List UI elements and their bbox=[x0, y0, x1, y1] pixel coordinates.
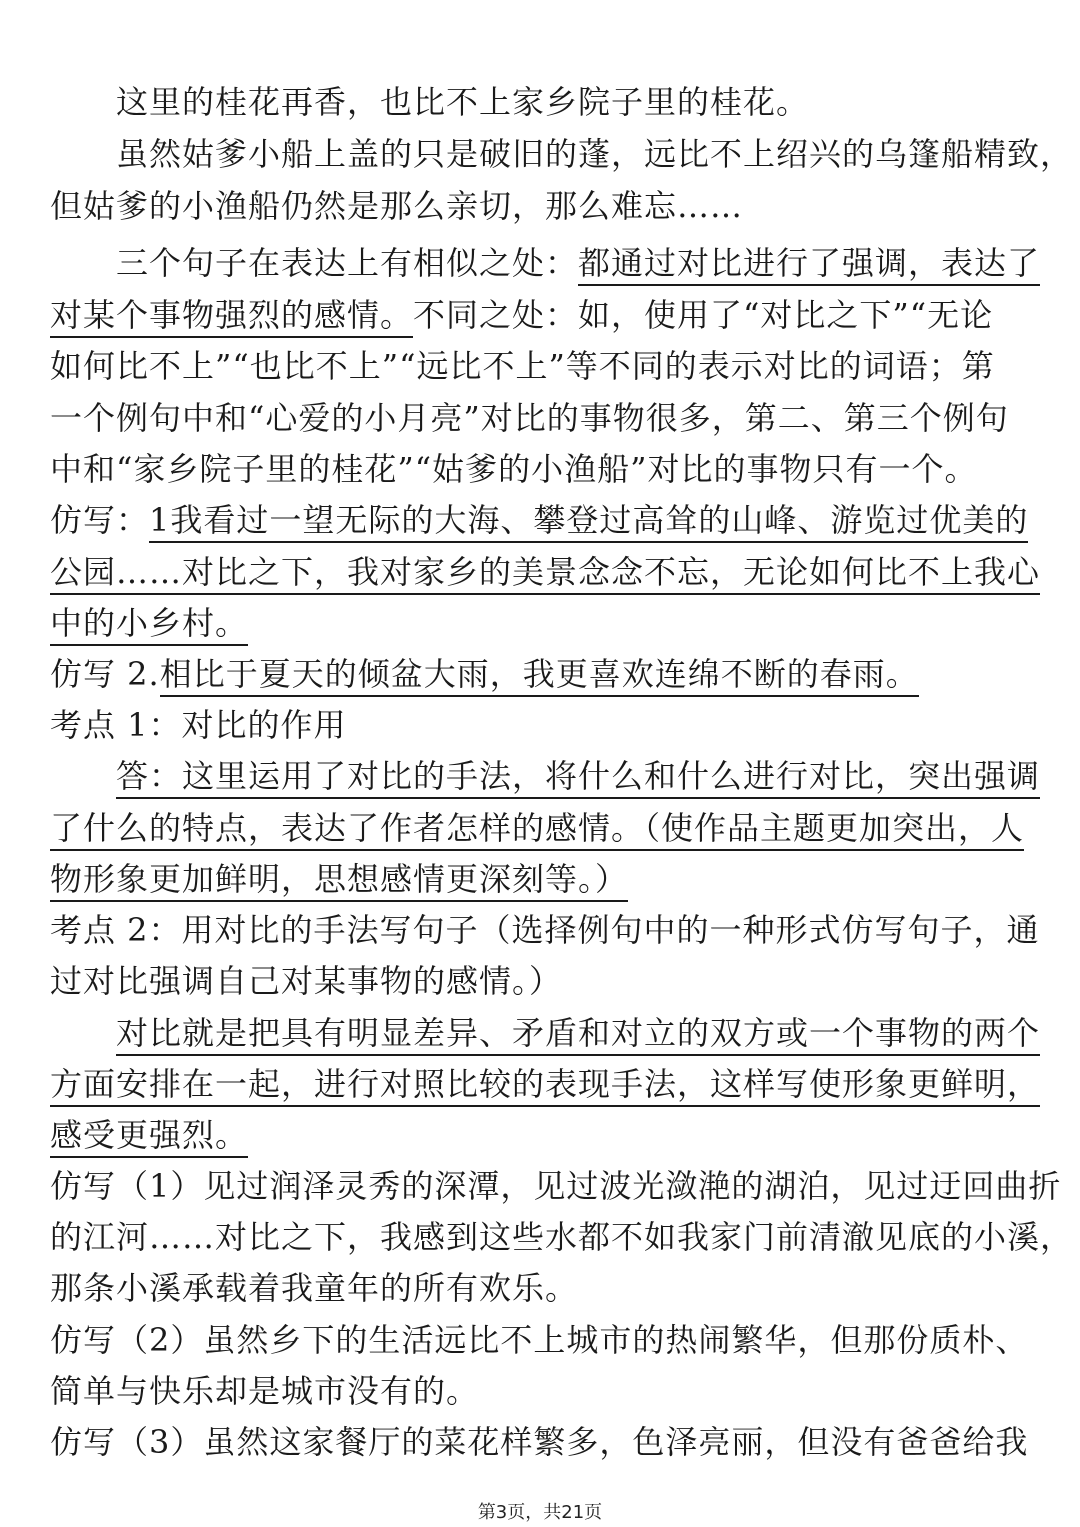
underlined-text: 都通过对比进行了强调，表达了 bbox=[578, 244, 1040, 286]
page-number: 第3页，共21页 bbox=[477, 1502, 603, 1523]
text-line bbox=[116, 752, 1040, 800]
text-line: 中和“家乡院子里的桂花”“姑爹的小渔船”对比的事物只有一个。 bbox=[50, 450, 978, 488]
text-line: 仿写：1我看过一望无际的大海、攀登过高耸的山峰、游览过优美的 bbox=[50, 496, 1040, 544]
underlined-text: 物形象更加鲜明，思想感情更深刻等。） bbox=[50, 860, 628, 902]
text-line bbox=[116, 1009, 1040, 1057]
text-line: 简单与快乐却是城市没有的。 bbox=[50, 1372, 480, 1410]
text-line: 那条小溪承载着我童年的所有欢乐。 bbox=[50, 1269, 579, 1307]
text-line: 如何比不上”“也比不上”“远比不上”等不同的表示对比的词语；第 bbox=[50, 347, 995, 385]
text-line: 仿写 2.相比于夏天的倾盆大雨，我更喜欢连绵不断的春雨。 bbox=[50, 650, 1040, 698]
text-line bbox=[50, 855, 1040, 903]
text-line: 仿写（2）虽然乡下的生活远比不上城市的热闹繁华，但那份质朴、 bbox=[50, 1321, 1029, 1359]
text-line: 但姑爹的小渔船仍然是那么亲切，那么难忘…… bbox=[50, 187, 744, 225]
underlined-text: 1我看过一望无际的大海、攀登过高耸的山峰、游览过优美的 bbox=[149, 501, 1028, 543]
underlined-text: 对比就是把具有明显差异、矛盾和对立的双方或一个事物的两个 bbox=[116, 1014, 1040, 1056]
text-line: 三个句子在表达上有相似之处：都通过对比进行了强调，表达了 bbox=[116, 239, 1040, 287]
underlined-text: 了什么的特点，表达了作者怎样的感情。（使作品主题更加突出，人 bbox=[50, 809, 1024, 851]
text-line: 过对比强调自己对某事物的感情。） bbox=[50, 962, 563, 1000]
text-line: 这里的桂花再香，也比不上家乡院子里的桂花。 bbox=[116, 83, 810, 121]
underlined-text: 中的小乡村。 bbox=[50, 604, 248, 646]
text-line bbox=[50, 1111, 1040, 1159]
underlined-text: 相比于夏天的倾盆大雨，我更喜欢连绵不断的春雨。 bbox=[160, 655, 919, 697]
text-line: 仿写（3）虽然这家餐厅的菜花样繁多，色泽亮丽，但没有爸爸给我 bbox=[50, 1423, 1029, 1461]
text-line: 考点 1：对比的作用 bbox=[50, 706, 347, 744]
text-line: 考点 2：用对比的手法写句子（选择例句中的一种形式仿写句子，通 bbox=[50, 911, 1040, 949]
underlined-text: 公园……对比之下，我对家乡的美景念念不忘，无论如何比不上我心 bbox=[50, 553, 1040, 595]
text-line bbox=[50, 548, 1040, 596]
underlined-text: 感受更强烈。 bbox=[50, 1116, 248, 1158]
underlined-text: 答：这里运用了对比的手法，将什么和什么进行对比，突出强调 bbox=[116, 757, 1040, 799]
text-line: 一个例句中和“心爱的小月亮”对比的事物很多，第二、第三个例句 bbox=[50, 399, 1009, 437]
underlined-text: 方面安排在一起，进行对照比较的表现手法，这样写使形象更鲜明， bbox=[50, 1065, 1040, 1107]
text-line: 的江河……对比之下，我感到这些水都不如我家门前清澈见底的小溪， bbox=[50, 1218, 1074, 1256]
text-line bbox=[50, 1060, 1040, 1108]
text-line: 对某个事物强烈的感情。不同之处：如，使用了“对比之下”“无论 bbox=[50, 291, 1040, 339]
text-line: 仿写（1）见过润泽灵秀的深潭，见过波光潋滟的湖泊，见过迂回曲折 bbox=[50, 1167, 1062, 1205]
text-line: 虽然姑爹小船上盖的只是破旧的蓬，远比不上绍兴的乌篷船精致， bbox=[116, 135, 1074, 173]
text-line bbox=[50, 804, 1040, 852]
underlined-text: 对某个事物强烈的感情。 bbox=[50, 296, 413, 338]
text-line bbox=[50, 599, 1040, 647]
